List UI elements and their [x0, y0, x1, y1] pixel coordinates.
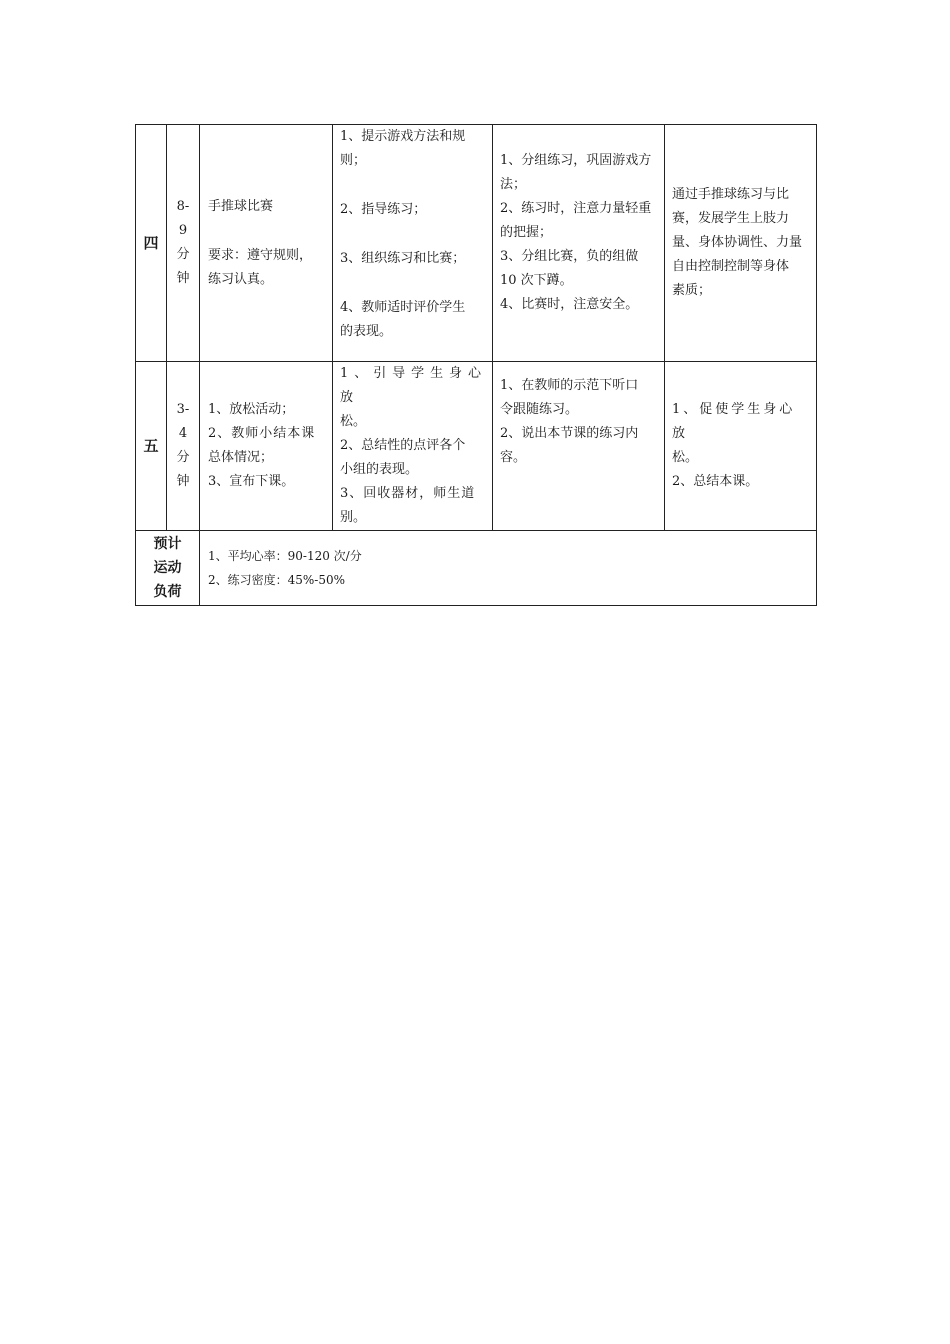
teaching-content [200, 362, 333, 531]
content-line: 1、放松活动； [208, 402, 295, 417]
duration-line: 3- [176, 402, 190, 417]
teacher-line: 2、指导练习； [340, 202, 427, 217]
goal-line: 松。 [672, 450, 699, 465]
exercise-load-label [136, 531, 200, 606]
content-line: 手推球比赛 [208, 198, 274, 214]
duration-line: 8- [176, 199, 190, 214]
spacer [340, 173, 485, 198]
teaching-goal [665, 125, 817, 362]
teaching-goal [665, 362, 817, 531]
student-line: 法； [500, 177, 527, 192]
load-label-line: 运动 [153, 560, 182, 576]
student-line: 1、在教师的示范下听口 [500, 378, 639, 393]
teacher-line: 3、组织练习和比赛； [340, 251, 466, 266]
student-activity [493, 362, 665, 531]
student-line: 4、比赛时，注意安全。 [500, 297, 639, 312]
student-activity [493, 125, 665, 362]
student-line: 1、分组练习，巩固游戏方 [500, 153, 652, 168]
student-line: 的把握； [500, 225, 553, 240]
goal-line: 素质； [672, 283, 712, 298]
teacher-activity [333, 362, 493, 531]
teacher-line: 别。 [340, 510, 367, 525]
exercise-load-values [200, 531, 817, 606]
content-line: 要求：遵守规则， [208, 247, 313, 263]
content-line: 2、教师小结本课 [208, 426, 316, 441]
lesson-plan-table [135, 124, 817, 606]
load-label-line: 负荷 [153, 584, 182, 600]
teacher-line: 松。 [340, 414, 367, 429]
table-row-load [136, 531, 817, 606]
duration-line: 4 [178, 426, 188, 441]
duration-line: 钟 [176, 271, 190, 286]
goal-line: 量、身体协调性、力量 [672, 235, 803, 250]
student-line: 2、说出本节课的练习内 [500, 426, 639, 441]
goal-line: 通过手推球练习与比 [672, 187, 790, 202]
student-line: 令跟随练习。 [500, 402, 579, 417]
teacher-line: 则； [340, 153, 367, 168]
spacer [208, 219, 324, 244]
load-label-line: 预计 [153, 536, 182, 552]
goal-line: 自由控制控制等身体 [672, 259, 790, 274]
stage-duration [167, 125, 200, 362]
spacer [340, 271, 485, 296]
duration-line: 分 [176, 247, 190, 262]
content-line: 总体情况； [208, 450, 274, 465]
teacher-line: 2、总结性的点评各个 [340, 438, 466, 453]
stage-duration [167, 362, 200, 531]
stage-number: 四 [136, 125, 167, 362]
student-line: 容。 [500, 450, 527, 465]
student-line: 3、分组比赛，负的组做 [500, 249, 639, 264]
content-line: 练习认真。 [208, 271, 274, 287]
goal-line: 2、总结本课。 [672, 474, 759, 489]
duration-line: 分 [176, 450, 190, 465]
table-row-stage-4 [136, 125, 817, 362]
teacher-line: 4、教师适时评价学生 [340, 300, 466, 315]
teacher-activity [333, 125, 493, 362]
spacer [340, 222, 485, 247]
goal-line: 赛，发展学生上肢力 [672, 211, 790, 226]
teacher-line: 1、引导学生身心放 [340, 366, 485, 405]
teacher-line: 1、提示游戏方法和规 [340, 129, 466, 144]
teacher-line: 3、回收器材，师生道 [340, 486, 476, 501]
teaching-content [200, 125, 333, 362]
goal-line: 1、促使学生身心放 [672, 402, 796, 441]
teacher-line: 小组的表现。 [340, 462, 419, 477]
density-text: 2、练习密度：45%-50% [208, 573, 346, 587]
duration-line: 9 [178, 223, 188, 238]
student-line: 2、练习时，注意力量轻重 [500, 201, 652, 216]
duration-line: 钟 [176, 474, 190, 489]
heart-rate-text: 1、平均心率：90-120 次/分 [208, 549, 362, 563]
content-line: 3、宣布下课。 [208, 474, 295, 489]
table-row-stage-5 [136, 362, 817, 531]
stage-number: 五 [136, 362, 167, 531]
teacher-line: 的表现。 [340, 324, 393, 339]
student-line: 10 次下蹲。 [500, 273, 573, 288]
